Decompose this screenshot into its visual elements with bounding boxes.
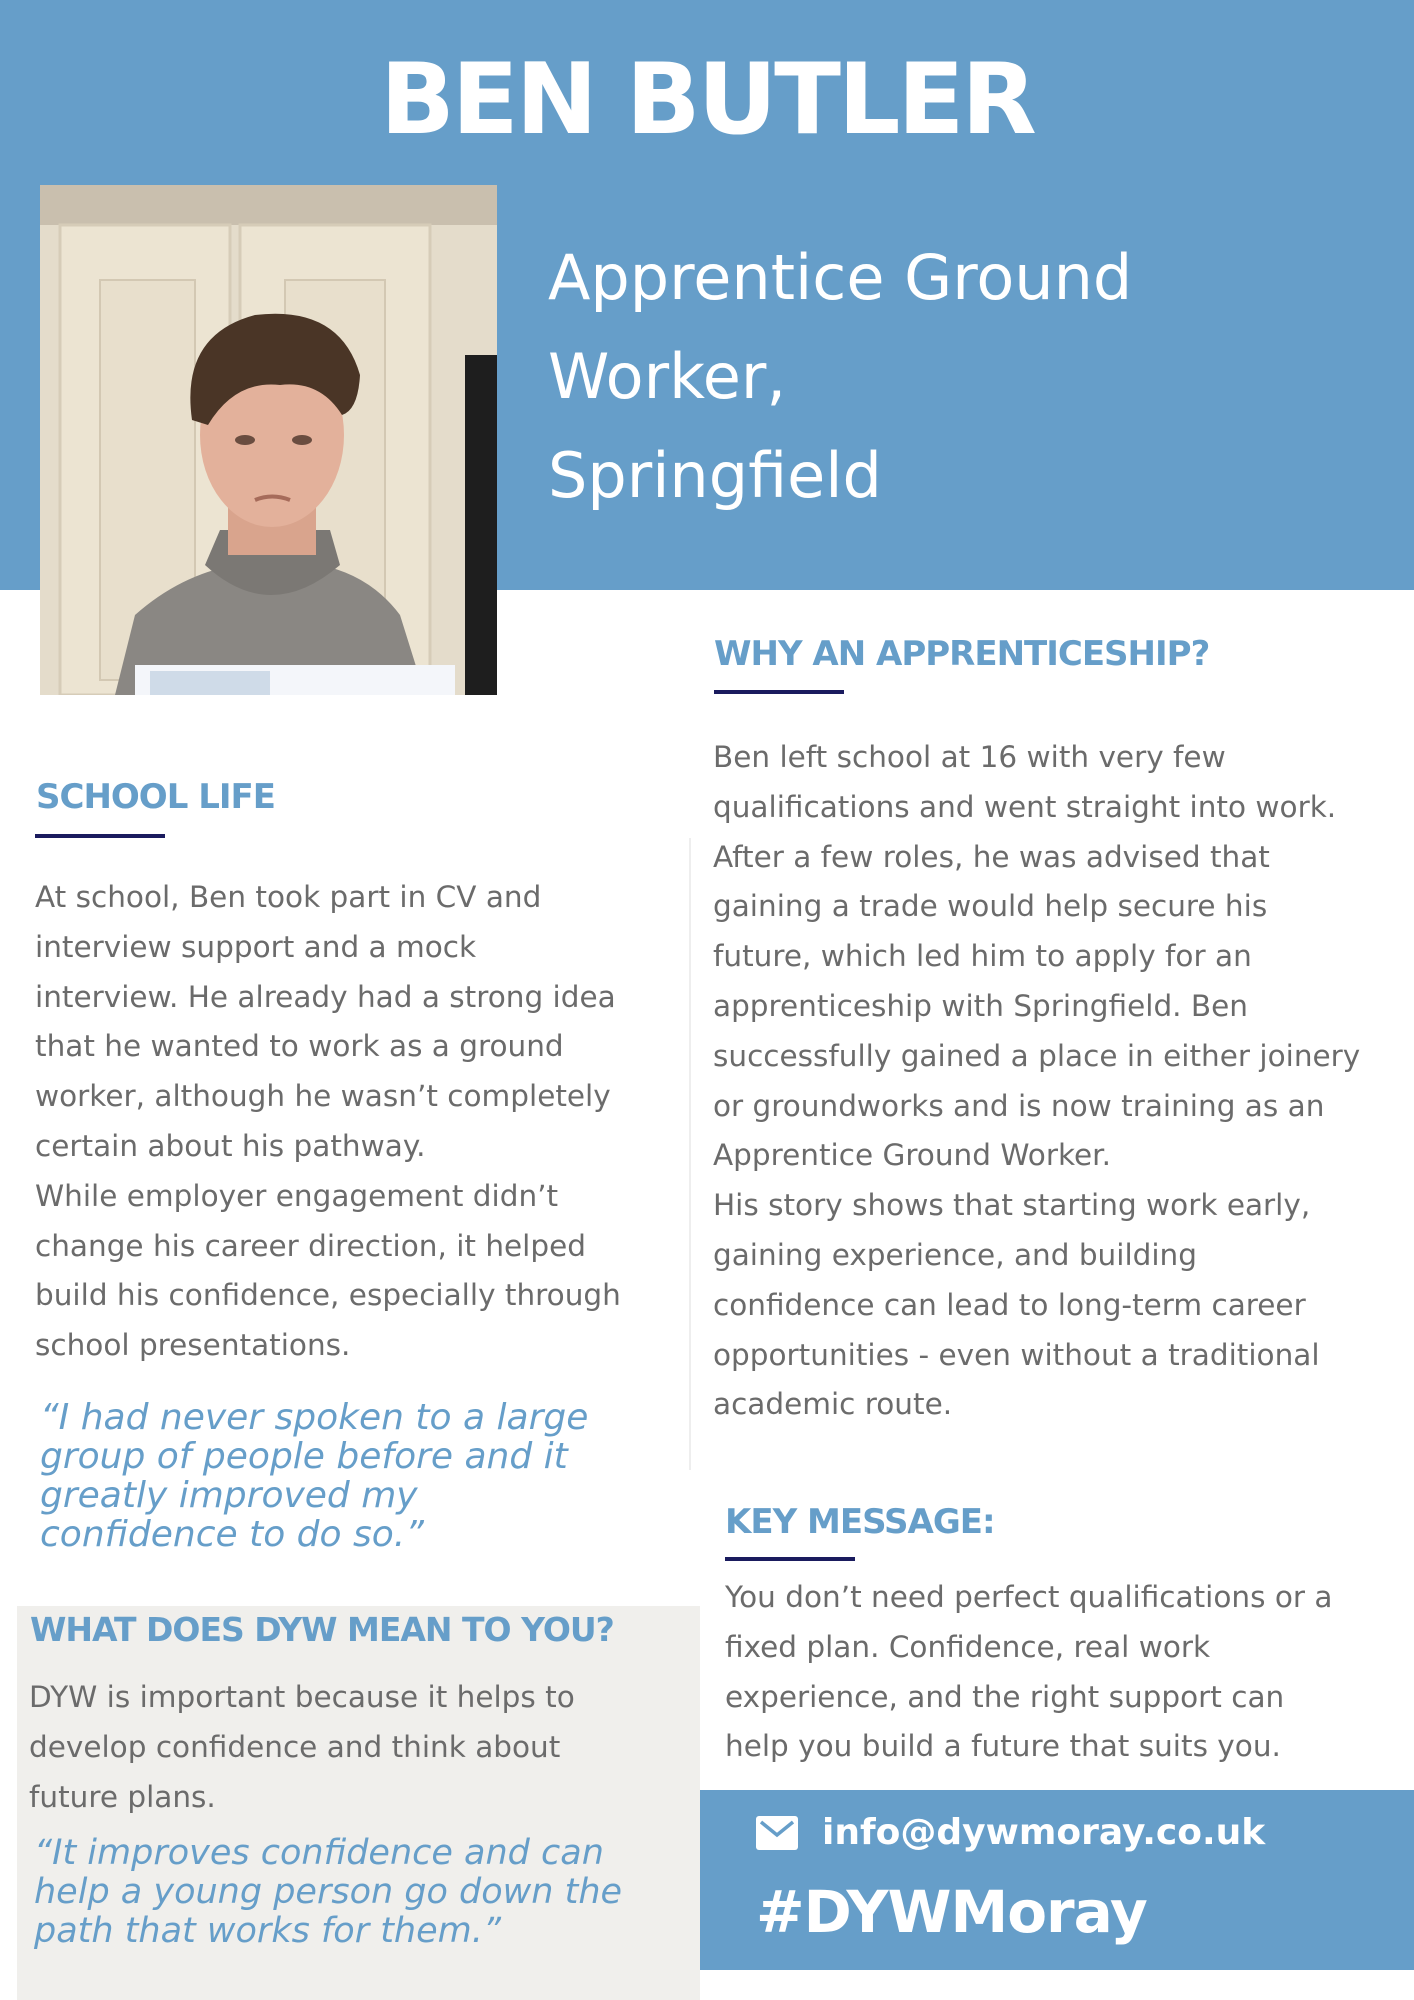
body-line: future, which led him to apply for an	[713, 939, 1252, 974]
body-line: opportunities - even without a traditional	[713, 1337, 1320, 1372]
job-title-line: Worker,	[548, 340, 787, 413]
body-line: qualifications and went straight into work.	[713, 789, 1337, 824]
why-apprenticeship-heading: WHY AN APPRENTICESHIP?	[714, 634, 1210, 674]
key-message-body	[725, 1573, 1405, 1772]
profile-photo	[40, 185, 497, 695]
heading-underline	[714, 690, 844, 694]
quote-line: group of people before and it	[40, 1436, 568, 1477]
profile-name: BEN BUTLER	[380, 43, 1034, 157]
body-line: change his career direction, it helped	[35, 1228, 586, 1263]
body-line: experience, and the right support can	[725, 1679, 1285, 1714]
body-line: certain about his pathway.	[35, 1128, 426, 1163]
body-line: Ben left school at 16 with very few	[713, 740, 1226, 774]
body-line: At school, Ben took part in CV and	[35, 880, 542, 914]
body-line: DYW is important because it helps to	[29, 1680, 575, 1714]
quote-line: path that works for them.”	[34, 1911, 501, 1951]
hashtag: #DYWMoray	[756, 1878, 1147, 1946]
heading-underline	[35, 834, 165, 838]
body-line: His story shows that starting work early,	[713, 1188, 1311, 1223]
quote-line: greatly improved my	[40, 1475, 418, 1516]
envelope-icon	[756, 1816, 798, 1850]
body-line: academic route.	[713, 1387, 953, 1422]
email-row	[756, 1812, 1265, 1853]
body-line: While employer engagement didn’t	[35, 1178, 559, 1213]
body-line: future plans.	[29, 1779, 216, 1814]
contact-footer	[700, 1790, 1414, 1970]
column-divider	[689, 838, 691, 1470]
dyw-body	[29, 1673, 689, 1822]
why-apprenticeship-body	[713, 733, 1403, 1430]
quote-line: help a young person go down the	[34, 1872, 623, 1912]
body-line: help you build a future that suits you.	[725, 1729, 1281, 1764]
body-line: After a few roles, he was advised that	[713, 839, 1270, 874]
body-line: fixed plan. Confidence, real work	[725, 1629, 1211, 1664]
body-line: interview support and a mock	[35, 929, 477, 964]
job-title	[548, 228, 1348, 525]
body-line: or groundworks and is now training as an	[713, 1088, 1325, 1123]
quote-line: “It improves confidence and can	[34, 1833, 604, 1873]
dyw-heading: WHAT DOES DYW MEAN TO YOU?	[30, 1610, 614, 1649]
email-link[interactable]: info@dywmoray.co.uk	[822, 1812, 1266, 1853]
body-line: Apprentice Ground Worker.	[713, 1138, 1111, 1173]
body-line: gaining experience, and building	[713, 1237, 1197, 1272]
body-line: apprenticeship with Springfield. Ben	[713, 988, 1249, 1023]
portrait-illustration	[40, 185, 497, 695]
job-title-line: Springfield	[548, 439, 882, 512]
quote-line: “I had never spoken to a large	[40, 1397, 589, 1438]
school-life-quote	[40, 1398, 690, 1554]
body-line: that he wanted to work as a ground	[35, 1029, 564, 1064]
job-title-line: Apprentice Ground	[548, 241, 1133, 314]
body-line: successfully gained a place in either joinery	[713, 1038, 1361, 1073]
body-line: school presentations.	[35, 1328, 351, 1363]
body-line: worker, although he wasn’t completely	[35, 1079, 611, 1114]
body-line: gaining a trade would help secure his	[713, 889, 1268, 924]
dyw-quote	[34, 1834, 694, 1951]
key-message-heading: KEY MESSAGE:	[725, 1502, 995, 1542]
quote-line: confidence to do so.”	[40, 1514, 424, 1555]
body-line: confidence can lead to long-term career	[713, 1287, 1306, 1322]
body-line: interview. He already had a strong idea	[35, 979, 616, 1014]
school-life-body	[35, 873, 685, 1371]
school-life-heading: SCHOOL LIFE	[36, 777, 275, 817]
body-line: develop confidence and think about	[29, 1729, 561, 1764]
heading-underline	[725, 1557, 855, 1561]
body-line: build his confidence, especially through	[35, 1278, 621, 1313]
body-line: You don’t need perfect qualifications or a	[725, 1580, 1333, 1614]
